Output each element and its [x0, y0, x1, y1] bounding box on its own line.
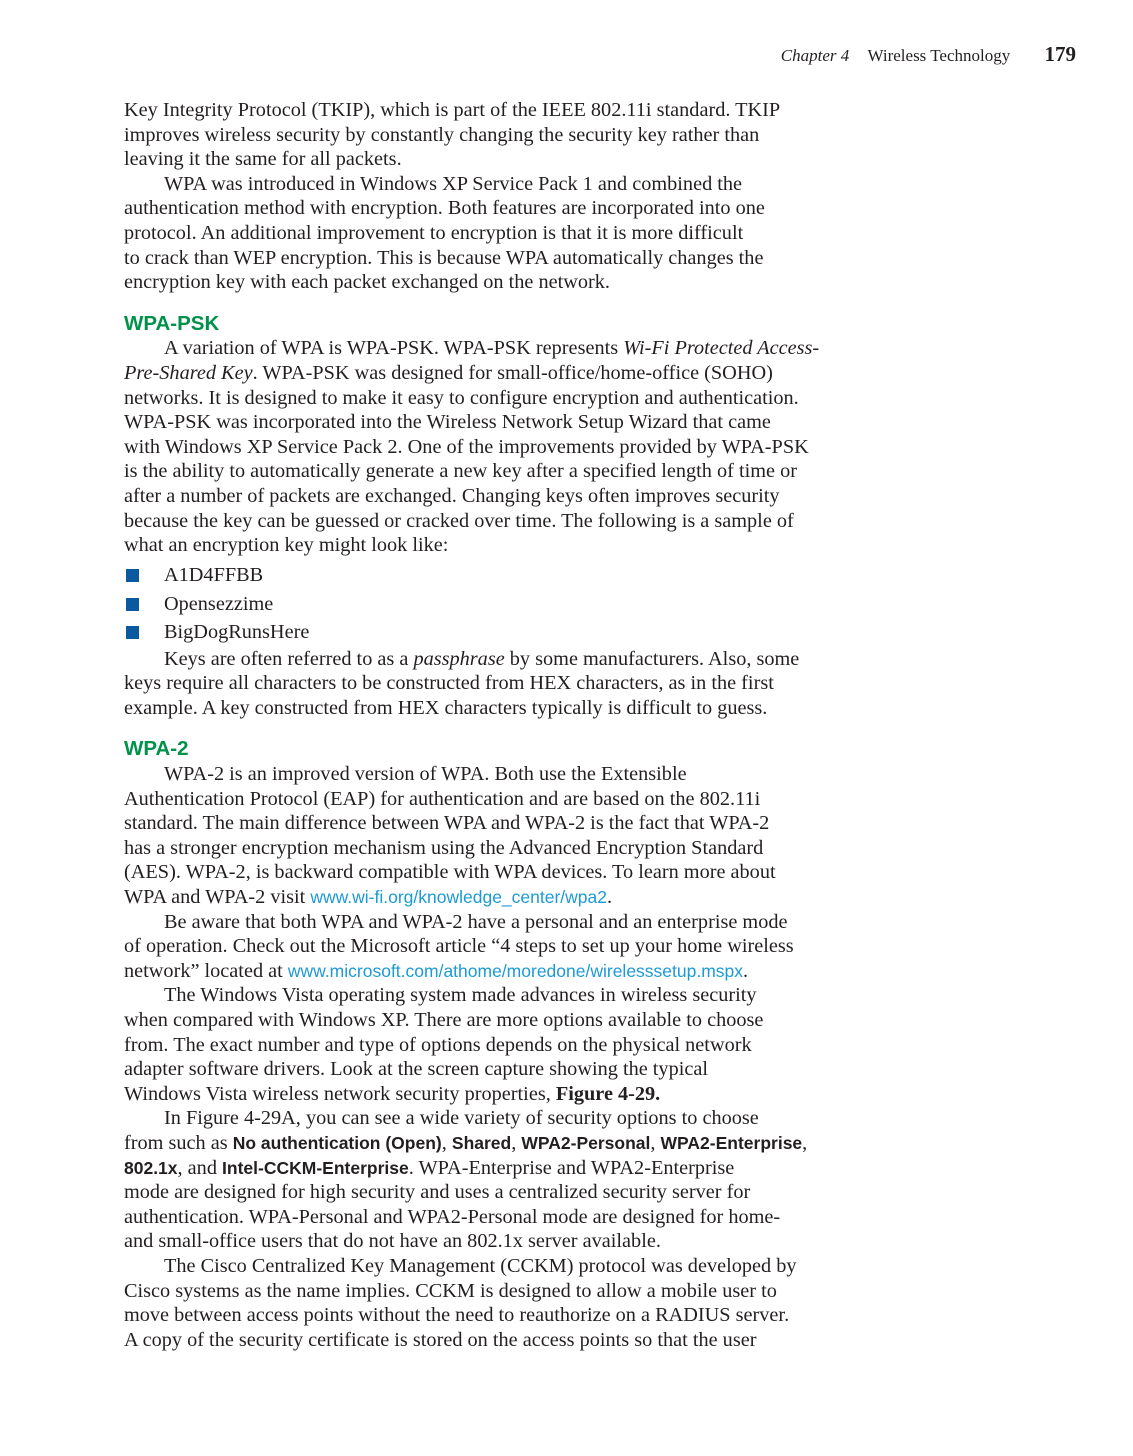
text-line: [124, 860, 884, 885]
text-run: has a stronger encryption mechanism using the Advanced Encryption Standard: [124, 836, 764, 859]
text-run: Keys are often referred to as a: [164, 647, 414, 670]
italic-text: Pre-Shared Key: [124, 361, 253, 384]
list-item-text: BigDogRunsHere: [164, 621, 310, 644]
text-run: The Cisco Centralized Key Management (CCKM) protocol was developed by: [164, 1254, 797, 1277]
text-run: authentication method with encryption. Both features are incorporated into one: [124, 197, 765, 220]
italic-text: passphrase: [413, 647, 505, 670]
text-run: ,: [441, 1131, 452, 1154]
text-run: adapter software drivers. Look at the screen capture showing the typical: [124, 1058, 708, 1081]
text-run: Be aware that both WPA and WPA-2 have a personal and an enterprise mode: [164, 910, 788, 933]
text-line: [124, 270, 884, 295]
text-line: [124, 459, 884, 484]
text-run: is the ability to automatically generate a new key after a specified length of time or: [124, 460, 797, 483]
text-run: protocol. An additional improvement to encryption is that it is more difficult: [124, 221, 744, 244]
text-line: [124, 983, 884, 1008]
list-item-text: Opensezzime: [164, 592, 274, 615]
paragraph: [124, 336, 884, 557]
text-run: and small-office users that do not have an 802.1x server available.: [124, 1230, 661, 1253]
text-run: from such as: [124, 1131, 233, 1154]
text-line: [124, 1229, 884, 1254]
text-run: network” located at: [124, 959, 288, 982]
text-line: [124, 336, 884, 361]
text-line: [124, 647, 884, 672]
text-run: from. The exact number and type of options depends on the physical network: [124, 1033, 752, 1056]
text-run: ,: [650, 1131, 661, 1154]
text-line: [124, 386, 884, 411]
square-bullet-icon: [126, 626, 139, 639]
text-run: A copy of the security certificate is stored on the access points so that the user: [124, 1328, 757, 1351]
text-line: [124, 509, 884, 534]
text-run: . WPA-Enterprise and WPA2-Enterprise: [408, 1156, 735, 1179]
text-run: A variation of WPA is WPA-PSK. WPA-PSK represents: [164, 337, 624, 360]
running-header: [781, 42, 1076, 67]
section-heading: WPA-2: [124, 737, 189, 761]
text-line: [124, 533, 884, 558]
text-line: [124, 885, 884, 910]
text-line: [124, 1106, 884, 1131]
text-line: [124, 172, 884, 197]
text-run: ,: [802, 1131, 808, 1154]
url-link[interactable]: www.microsoft.com/athome/moredone/wirelesssetup.mspx: [287, 960, 744, 981]
text-run: WPA-2 is an improved version of WPA. Both use the Extensible: [164, 763, 687, 786]
text-run: mode are designed for high security and uses a centralized security server for: [124, 1181, 751, 1204]
text-run: Authentication Protocol (EAP) for authentication and are based on the 802.11i: [124, 787, 761, 810]
text-line: [124, 1033, 884, 1058]
text-line: [124, 910, 884, 935]
text-line: [124, 696, 884, 721]
text-line: [124, 196, 884, 221]
text-run: Cisco systems as the name implies. CCKM is designed to allow a mobile user to: [124, 1279, 777, 1302]
text-run: (AES). WPA-2, is backward compatible with WPA devices. To learn more about: [124, 861, 776, 884]
text-run: with Windows XP Service Pack 2. One of the improvements provided by WPA-PSK: [124, 435, 809, 458]
text-line: [124, 934, 884, 959]
text-line: [124, 435, 884, 460]
text-line: [124, 1082, 884, 1107]
paragraph: [124, 1106, 884, 1254]
text-line: [124, 361, 884, 386]
text-run: leaving it the same for all packets.: [124, 148, 402, 171]
bold-text: WPA2-Personal: [521, 1132, 651, 1153]
text-run: Windows Vista wireless network security properties,: [124, 1082, 556, 1105]
text-run: to crack than WEP encryption. This is because WPA automatically changes the: [124, 246, 764, 269]
list-item: [124, 561, 884, 590]
text-line: [124, 1279, 884, 1304]
page-body: [124, 98, 884, 1352]
paragraph: [124, 1254, 884, 1352]
list-item-text: A1D4FFBB: [164, 564, 264, 587]
bold-text: Intel-CCKM-Enterprise: [222, 1157, 409, 1178]
text-run: keys require all characters to be constructed from HEX characters, as in the first: [124, 672, 774, 695]
text-run: networks. It is designed to make it easy to configure encryption and authentication.: [124, 386, 799, 409]
paragraph: [124, 172, 884, 295]
paragraph: [124, 98, 884, 172]
text-run: .: [607, 886, 613, 909]
text-line: [124, 1328, 884, 1353]
paragraph: [124, 762, 884, 910]
paragraph: [124, 647, 884, 721]
text-line: [124, 959, 884, 984]
text-run: authentication. WPA-Personal and WPA2-Personal mode are designed for home-: [124, 1205, 781, 1228]
text-run: , and: [177, 1156, 223, 1179]
text-run: after a number of packets are exchanged. Changing keys often improves security: [124, 484, 780, 507]
text-run: ,: [511, 1131, 522, 1154]
section-heading: WPA-PSK: [124, 311, 220, 335]
text-run: WPA was introduced in Windows XP Service Pack 1 and combined the: [164, 172, 743, 195]
text-run: when compared with Windows XP. There are more options available to choose: [124, 1009, 764, 1031]
text-line: [124, 787, 884, 812]
text-line: [124, 671, 884, 696]
text-line: [124, 1008, 884, 1033]
text-line: [124, 1254, 884, 1279]
page-number: 179: [1044, 42, 1076, 66]
paragraph: [124, 910, 884, 984]
chapter-label: Chapter 4: [780, 46, 850, 65]
square-bullet-icon: [126, 598, 139, 611]
text-line: [124, 484, 884, 509]
text-line: [124, 1057, 884, 1082]
list-item: [124, 590, 884, 619]
text-line: [124, 836, 884, 861]
bold-text: Shared: [451, 1132, 512, 1153]
text-run: improves wireless security by constantly changing the security key rather than: [124, 123, 760, 146]
bold-text: No authentication (Open): [232, 1132, 442, 1153]
text-run: example. A key constructed from HEX characters typically is difficult to guess.: [124, 696, 768, 719]
url-link[interactable]: www.wi-fi.org/knowledge_center/wpa2: [310, 887, 607, 908]
italic-text: Wi-Fi Protected Access-: [623, 337, 820, 360]
list-item: [124, 618, 884, 647]
text-run: . WPA-PSK was designed for small-office/home-office (SOHO): [252, 361, 773, 384]
text-run: of operation. Check out the Microsoft article “4 steps to set up your home wireless: [124, 935, 794, 958]
text-run: by some manufacturers. Also, some: [504, 647, 800, 670]
text-run: what an encryption key might look like:: [124, 534, 449, 557]
text-run: WPA-PSK was incorporated into the Wireless Network Setup Wizard that came: [124, 411, 771, 434]
text-run: standard. The main difference between WPA and WPA-2 is the fact that WPA-2: [124, 812, 770, 835]
text-line: [124, 1131, 884, 1156]
text-run: encryption key with each packet exchanged on the network.: [124, 271, 610, 294]
text-run: Key Integrity Protocol (TKIP), which is part of the IEEE 802.11i standard. TKIP: [124, 99, 781, 121]
text-line: [124, 98, 884, 123]
text-run: WPA and WPA-2 visit: [124, 886, 311, 909]
text-run: move between access points without the need to reauthorize on a RADIUS server.: [124, 1304, 790, 1327]
chapter-title: Wireless Technology: [867, 46, 1011, 65]
text-run: The Windows Vista operating system made advances in wireless security: [164, 984, 757, 1007]
text-line: [124, 1180, 884, 1205]
text-line: [124, 123, 884, 148]
text-run: In Figure 4-29A, you can see a wide variety of security options to choose: [164, 1107, 759, 1130]
text-line: [124, 1303, 884, 1328]
bold-text: 802.1x: [124, 1157, 178, 1178]
text-run: because the key can be guessed or cracked over time. The following is a sample of: [124, 509, 794, 532]
bold-text: Figure 4-29.: [555, 1082, 661, 1105]
text-run: .: [743, 959, 749, 982]
text-line: [124, 246, 884, 271]
text-line: [124, 221, 884, 246]
paragraph: [124, 983, 884, 1106]
text-line: [124, 762, 884, 787]
text-line: [124, 1156, 884, 1181]
bullet-list: [124, 561, 884, 647]
text-line: [124, 147, 884, 172]
text-line: [124, 1205, 884, 1230]
text-line: [124, 811, 884, 836]
square-bullet-icon: [126, 569, 139, 582]
bold-text: WPA2-Enterprise: [660, 1132, 803, 1153]
text-line: [124, 410, 884, 435]
